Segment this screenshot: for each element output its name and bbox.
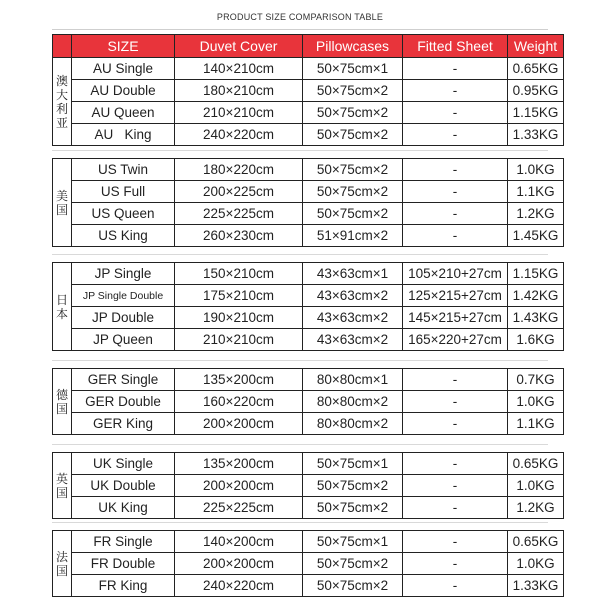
cell-fitted-sheet: 145×215+27cm (403, 307, 508, 329)
region-label: 美国 (53, 159, 72, 247)
cell-duvet-cover: 240×220cm (175, 124, 303, 146)
cell-pillowcases: 43×63cm×1 (303, 263, 403, 285)
cell-weight: 1.2KG (508, 497, 564, 519)
cell-duvet-cover: 225×225cm (175, 203, 303, 225)
region-table (52, 158, 564, 247)
cell-size: UK Double (72, 475, 175, 497)
cell-weight: 0.7KG (508, 369, 564, 391)
table-row (53, 413, 564, 435)
column-header-fitted-sheet: Fitted Sheet (403, 35, 508, 58)
cell-duvet-cover: 175×210cm (175, 285, 303, 307)
cell-weight: 1.42KG (508, 285, 564, 307)
cell-weight: 0.65KG (508, 453, 564, 475)
cell-duvet-cover: 200×225cm (175, 181, 303, 203)
cell-duvet-cover: 140×210cm (175, 58, 303, 80)
cell-duvet-cover: 190×210cm (175, 307, 303, 329)
table-row (53, 369, 564, 391)
cell-pillowcases: 50×75cm×1 (303, 531, 403, 553)
cell-weight: 1.33KG (508, 575, 564, 597)
cell-weight: 0.65KG (508, 58, 564, 80)
cell-fitted-sheet: - (403, 475, 508, 497)
cell-pillowcases: 80×80cm×1 (303, 369, 403, 391)
cell-fitted-sheet: - (403, 575, 508, 597)
cell-duvet-cover: 260×230cm (175, 225, 303, 247)
cell-size: JP Double (72, 307, 175, 329)
region-label: 澳大利亚 (53, 58, 72, 146)
group-separator (52, 360, 548, 361)
table-row (53, 102, 564, 124)
table-row (53, 497, 564, 519)
cell-fitted-sheet: - (403, 497, 508, 519)
cell-fitted-sheet: - (403, 203, 508, 225)
cell-size: FR Double (72, 553, 175, 575)
cell-pillowcases: 50×75cm×2 (303, 159, 403, 181)
cell-size: JP Queen (72, 329, 175, 351)
cell-size: GER Double (72, 391, 175, 413)
table-row (53, 575, 564, 597)
cell-size: UK King (72, 497, 175, 519)
table-row (53, 203, 564, 225)
cell-pillowcases: 43×63cm×2 (303, 285, 403, 307)
column-header-duvet-cover: Duvet Cover (175, 35, 303, 58)
cell-pillowcases: 80×80cm×2 (303, 413, 403, 435)
table-row (53, 263, 564, 285)
region-label: 法国 (53, 531, 72, 597)
cell-fitted-sheet: - (403, 102, 508, 124)
cell-weight: 1.6KG (508, 329, 564, 351)
cell-pillowcases: 51×91cm×2 (303, 225, 403, 247)
cell-fitted-sheet: - (403, 531, 508, 553)
cell-pillowcases: 50×75cm×2 (303, 203, 403, 225)
cell-size: AU King (72, 124, 175, 146)
cell-pillowcases: 50×75cm×2 (303, 124, 403, 146)
cell-pillowcases: 50×75cm×2 (303, 475, 403, 497)
group-separator (52, 522, 548, 523)
cell-duvet-cover: 135×200cm (175, 369, 303, 391)
cell-weight: 1.33KG (508, 124, 564, 146)
cell-duvet-cover: 210×210cm (175, 329, 303, 351)
cell-fitted-sheet: - (403, 553, 508, 575)
cell-fitted-sheet: - (403, 413, 508, 435)
cell-size: AU Single (72, 58, 175, 80)
table-row (53, 285, 564, 307)
table-row (53, 58, 564, 80)
region-table (52, 368, 564, 435)
cell-duvet-cover: 240×220cm (175, 575, 303, 597)
cell-pillowcases: 50×75cm×2 (303, 80, 403, 102)
page-title: PRODUCT SIZE COMPARISON TABLE (216, 12, 384, 22)
cell-fitted-sheet: - (403, 391, 508, 413)
cell-fitted-sheet: - (403, 80, 508, 102)
group-separator (52, 254, 548, 255)
region-label: 日本 (53, 263, 72, 351)
column-header-weight: Weight (508, 35, 564, 58)
cell-size: GER King (72, 413, 175, 435)
title-divider (52, 29, 548, 30)
cell-pillowcases: 50×75cm×2 (303, 553, 403, 575)
cell-weight: 1.43KG (508, 307, 564, 329)
region-label: 英国 (53, 453, 72, 519)
cell-weight: 1.0KG (508, 475, 564, 497)
table-row (53, 159, 564, 181)
region-table (52, 262, 564, 351)
cell-size: GER Single (72, 369, 175, 391)
cell-duvet-cover: 180×220cm (175, 159, 303, 181)
cell-pillowcases: 50×75cm×1 (303, 453, 403, 475)
table-row (53, 124, 564, 146)
cell-weight: 1.1KG (508, 181, 564, 203)
cell-fitted-sheet: 165×220+27cm (403, 329, 508, 351)
cell-duvet-cover: 180×210cm (175, 80, 303, 102)
cell-pillowcases: 50×75cm×2 (303, 102, 403, 124)
group-separator (52, 444, 548, 445)
group-separator (52, 150, 548, 151)
table-row (53, 225, 564, 247)
region-label: 德国 (53, 369, 72, 435)
cell-weight: 1.0KG (508, 159, 564, 181)
cell-fitted-sheet: - (403, 453, 508, 475)
cell-fitted-sheet: - (403, 58, 508, 80)
table-row (53, 553, 564, 575)
cell-size: FR Single (72, 531, 175, 553)
cell-duvet-cover: 150×210cm (175, 263, 303, 285)
cell-duvet-cover: 140×200cm (175, 531, 303, 553)
cell-pillowcases: 50×75cm×2 (303, 497, 403, 519)
cell-duvet-cover: 200×200cm (175, 475, 303, 497)
cell-duvet-cover: 225×225cm (175, 497, 303, 519)
cell-size: US Twin (72, 159, 175, 181)
table-row (53, 453, 564, 475)
cell-size: JP Single (72, 263, 175, 285)
cell-fitted-sheet: 105×210+27cm (403, 263, 508, 285)
cell-pillowcases: 80×80cm×2 (303, 391, 403, 413)
cell-weight: 1.15KG (508, 102, 564, 124)
cell-duvet-cover: 160×220cm (175, 391, 303, 413)
cell-duvet-cover: 210×210cm (175, 102, 303, 124)
cell-weight: 1.45KG (508, 225, 564, 247)
cell-fitted-sheet: 125×215+27cm (403, 285, 508, 307)
cell-size: US Queen (72, 203, 175, 225)
cell-pillowcases: 43×63cm×2 (303, 307, 403, 329)
header-corner-cell (53, 35, 72, 58)
cell-fitted-sheet: - (403, 181, 508, 203)
cell-fitted-sheet: - (403, 369, 508, 391)
column-header-pillowcases: Pillowcases (303, 35, 403, 58)
cell-duvet-cover: 200×200cm (175, 553, 303, 575)
cell-weight: 0.95KG (508, 80, 564, 102)
table-row (53, 475, 564, 497)
region-table (52, 34, 564, 146)
cell-size: AU Queen (72, 102, 175, 124)
cell-weight: 1.2KG (508, 203, 564, 225)
cell-duvet-cover: 135×200cm (175, 453, 303, 475)
cell-fitted-sheet: - (403, 124, 508, 146)
cell-fitted-sheet: - (403, 159, 508, 181)
table-row (53, 391, 564, 413)
cell-pillowcases: 50×75cm×2 (303, 575, 403, 597)
cell-size: FR King (72, 575, 175, 597)
table-row (53, 307, 564, 329)
cell-size: AU Double (72, 80, 175, 102)
cell-pillowcases: 50×75cm×1 (303, 58, 403, 80)
table-row (53, 80, 564, 102)
cell-pillowcases: 43×63cm×2 (303, 329, 403, 351)
table-row (53, 181, 564, 203)
region-table (52, 452, 564, 519)
cell-size: UK Single (72, 453, 175, 475)
table-row (53, 531, 564, 553)
cell-size: US King (72, 225, 175, 247)
cell-weight: 1.1KG (508, 413, 564, 435)
table-row (53, 329, 564, 351)
cell-size: US Full (72, 181, 175, 203)
cell-duvet-cover: 200×200cm (175, 413, 303, 435)
cell-weight: 1.15KG (508, 263, 564, 285)
region-table (52, 530, 564, 597)
table-header-row (53, 35, 564, 58)
cell-size: JP Single Double (72, 285, 175, 307)
cell-weight: 0.65KG (508, 531, 564, 553)
cell-fitted-sheet: - (403, 225, 508, 247)
cell-pillowcases: 50×75cm×2 (303, 181, 403, 203)
cell-weight: 1.0KG (508, 391, 564, 413)
cell-weight: 1.0KG (508, 553, 564, 575)
column-header-size: SIZE (72, 35, 175, 58)
